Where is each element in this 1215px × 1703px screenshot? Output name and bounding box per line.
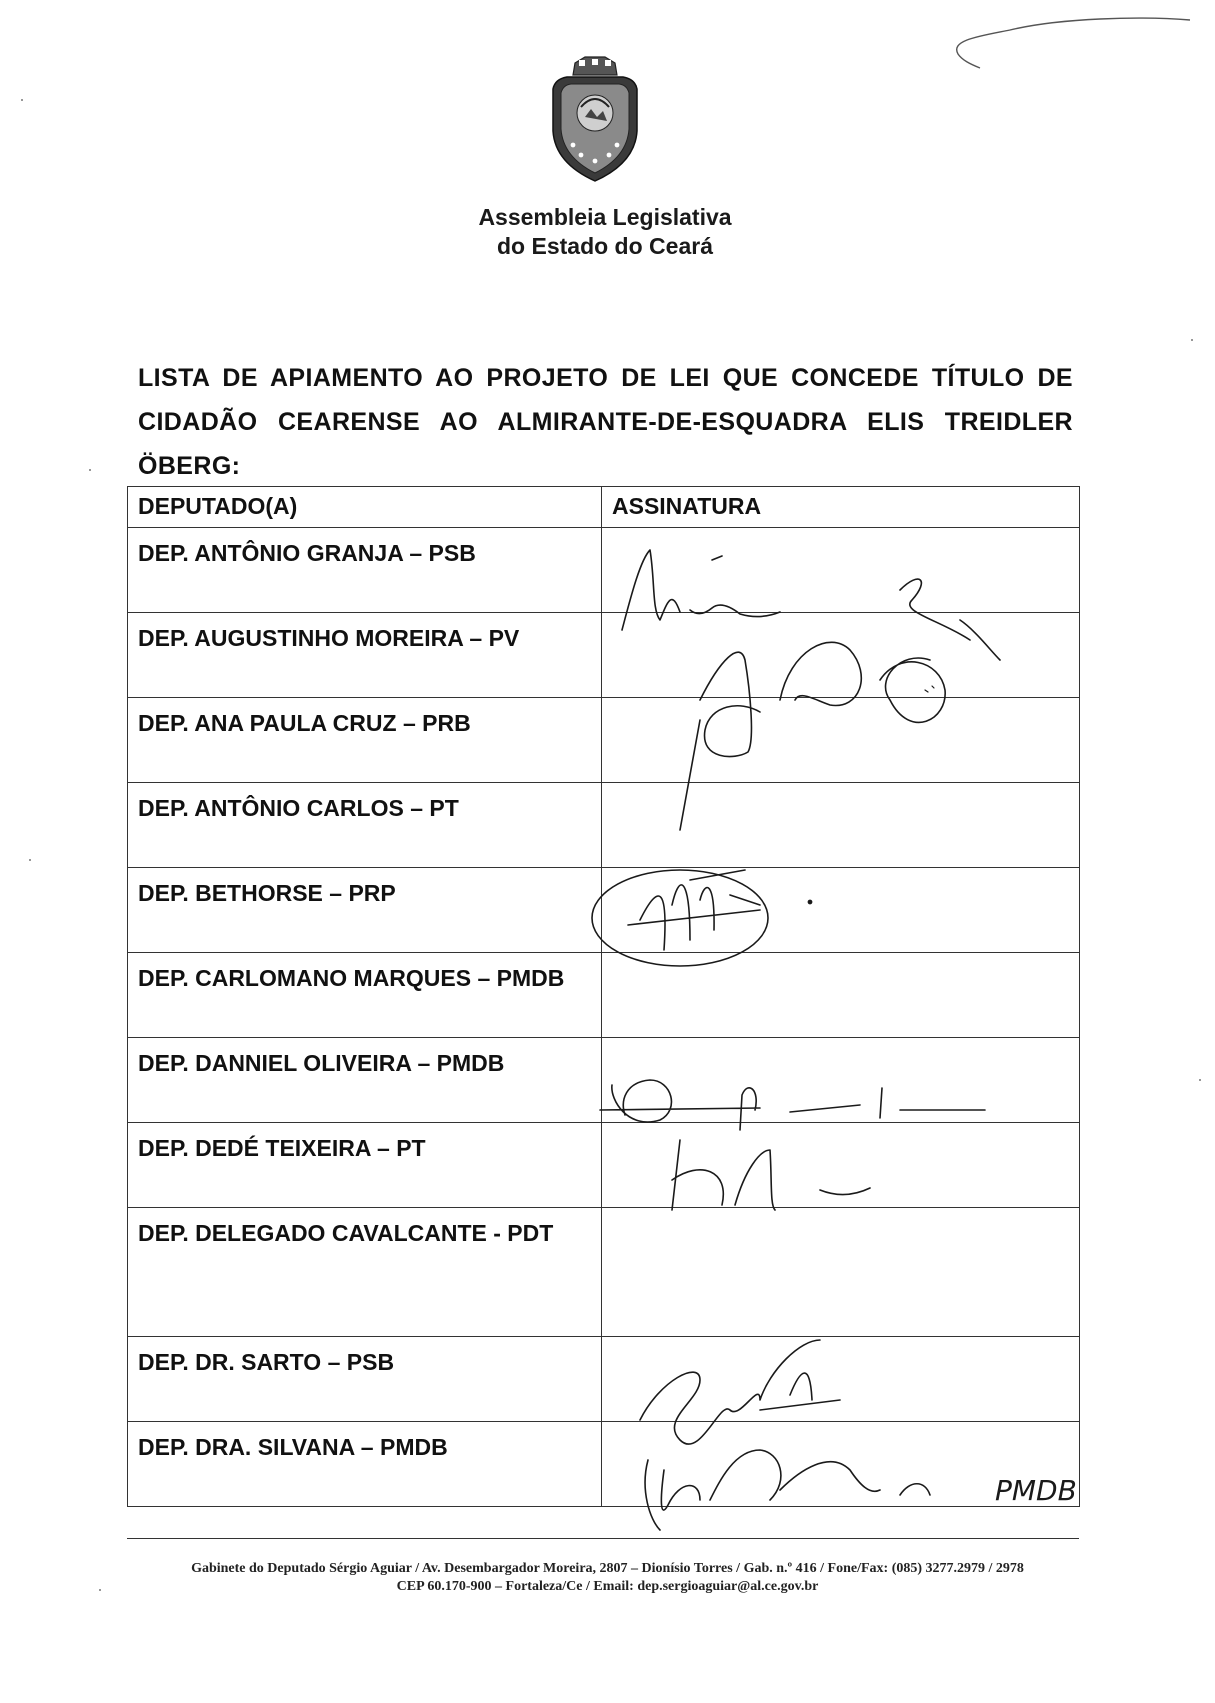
deputy-name-cell: DEP. DANNIEL OLIVEIRA – PMDB [128,1038,602,1123]
deputy-name-cell: DEP. CARLOMANO MARQUES – PMDB [128,953,602,1038]
deputy-name-cell: DEP. DRA. SILVANA – PMDB [128,1422,602,1507]
deputy-name-cell: DEP. ANA PAULA CRUZ – PRB [128,698,602,783]
heading-line-1: LISTA DE APIAMENTO AO PROJETO DE LEI QUE CONCEDE TÍTULO DE [138,364,1073,392]
heading-line-3: ÖBERG: [138,452,241,480]
deputy-name-cell: DEP. ANTÔNIO CARLOS – PT [128,783,602,868]
institution-line-2: do Estado do Ceará [497,233,713,259]
deputy-name-cell: DEP. DEDÉ TEIXEIRA – PT [128,1123,602,1208]
deputy-name-cell: DEP. AUGUSTINHO MOREIRA – PV [128,613,602,698]
column-header-deputado: DEPUTADO(A) [128,487,602,528]
heading-line-2: CIDADÃO CEARENSE AO ALMIRANTE-DE-ESQUADRA ELIS TREIDLER [138,408,1073,436]
deputy-name-cell: DEP. ANTÔNIO GRANJA – PSB [128,528,602,613]
footer-address-line: Gabinete do Deputado Sérgio Aguiar / Av. Desembargador Moreira, 2807 – Dionísio Torres / Gab. n.º 416 / Fone/Fax: (085) 3277.2979 / 2978 [191,1561,1024,1576]
deputy-name-cell: DEP. DR. SARTO – PSB [128,1337,602,1422]
column-header-assinatura: ASSINATURA [602,487,1080,528]
deputy-name-cell: DEP. DELEGADO CAVALCANTE - PDT [128,1208,602,1337]
institution-line-1: Assembleia Legislativa [478,204,732,230]
handwritten-pmdb-note: PMDB [995,1474,1077,1507]
footer-contact-line: CEP 60.170-900 – Fortaleza/Ce / Email: dep.sergioaguiar@al.ce.gov.br [396,1579,819,1594]
deputy-name-cell: DEP. BETHORSE – PRP [128,868,602,953]
